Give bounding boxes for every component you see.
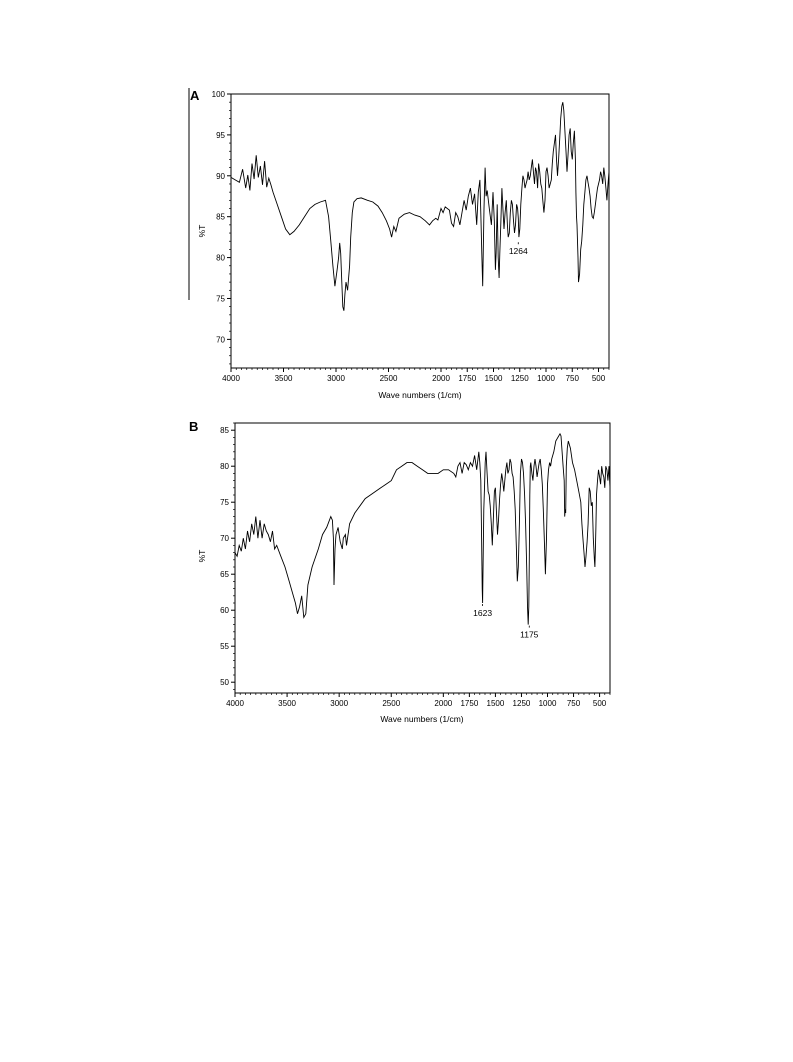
- panel-a-y-tick-label: 100: [211, 90, 225, 99]
- panel-b-x-axis-title: Wave numbers (1/cm): [380, 714, 464, 724]
- panel-a-x-tick-label: 3000: [327, 374, 345, 383]
- panel-b-y-tick-label: 80: [220, 462, 229, 472]
- panel-b-x-tick-label: 500: [592, 699, 607, 708]
- panel-b-y-tick-label: 55: [220, 642, 229, 652]
- panel-b-x-tick-label: 4000: [226, 699, 244, 708]
- panel-a-x-axis: [222, 368, 609, 383]
- panel-b-y-tick-label: 75: [220, 498, 229, 508]
- panel-a-plot-frame: [231, 94, 609, 368]
- panel-b-x-tick-label: 3500: [278, 699, 296, 708]
- panel-b-peak-label: 1175: [520, 629, 539, 640]
- panel-b-x-tick-label: 1750: [460, 699, 479, 708]
- panel-b-x-tick-label: 3000: [330, 699, 349, 708]
- panel-a-annotations: [509, 242, 528, 256]
- panel-a-x-tick-label: 1000: [537, 374, 555, 383]
- panel-b-y-tick-label: 65: [220, 570, 229, 580]
- panel-a-letter: A: [190, 88, 200, 103]
- panel-b-y-axis: [220, 423, 235, 689]
- panel-a-x-tick-label: 750: [565, 374, 579, 383]
- panel-a-y-tick-label: 75: [216, 294, 225, 304]
- panel-a-x-tick-label: 1500: [484, 374, 503, 383]
- panel-a-x-tick-label: 2500: [379, 374, 398, 383]
- panel-b-x-tick-label: 1250: [512, 699, 531, 708]
- panel-b-plot-frame: [235, 423, 610, 693]
- panel-b-y-tick-label: 70: [220, 534, 229, 544]
- panel-b-y-tick-label: 50: [220, 678, 229, 688]
- panel-b-spectrum-line: [235, 434, 610, 625]
- panel-b-x-tick-label: 2500: [382, 699, 401, 708]
- panel-b-peak-label: 1623: [473, 608, 493, 618]
- panel-b-x-tick-label: 1000: [538, 699, 557, 708]
- panel-a-y-axis-title: %T: [197, 224, 207, 238]
- panel-a: [189, 88, 609, 400]
- panel-b-x-tick-label: 750: [566, 699, 581, 708]
- panel-a-x-axis-title: Wave numbers (1/cm): [378, 390, 462, 400]
- panel-b-x-axis: [226, 693, 610, 708]
- panel-a-y-tick-label: 85: [216, 212, 225, 222]
- panel-b: [189, 419, 610, 724]
- panel-a-y-tick-label: 70: [216, 335, 225, 345]
- panel-a-x-tick-label: 2000: [432, 374, 450, 383]
- panel-a-y-tick-label: 95: [216, 130, 225, 140]
- panel-a-y-axis: [212, 90, 231, 364]
- panel-b-y-axis-title: %T: [197, 549, 207, 563]
- panel-a-spectrum-line: [231, 102, 609, 311]
- panel-a-peak-label: 1264: [508, 246, 528, 257]
- panel-b-x-tick-label: 1500: [486, 699, 505, 708]
- panel-a-x-tick-label: 1250: [510, 374, 529, 383]
- panel-a-x-tick-label: 3500: [274, 374, 293, 383]
- panel-b-y-tick-label: 60: [220, 606, 229, 616]
- panel-a-y-tick-label: 90: [216, 171, 225, 181]
- panel-b-x-tick-label: 2000: [434, 699, 453, 708]
- panel-a-x-tick-label: 500: [591, 374, 606, 383]
- panel-b-letter: B: [189, 419, 199, 434]
- panel-a-x-tick-label: 4000: [222, 374, 240, 383]
- panel-a-x-tick-label: 1750: [458, 374, 477, 383]
- panel-a-y-tick-label: 80: [216, 253, 225, 263]
- panel-b-y-tick-label: 85: [220, 426, 229, 436]
